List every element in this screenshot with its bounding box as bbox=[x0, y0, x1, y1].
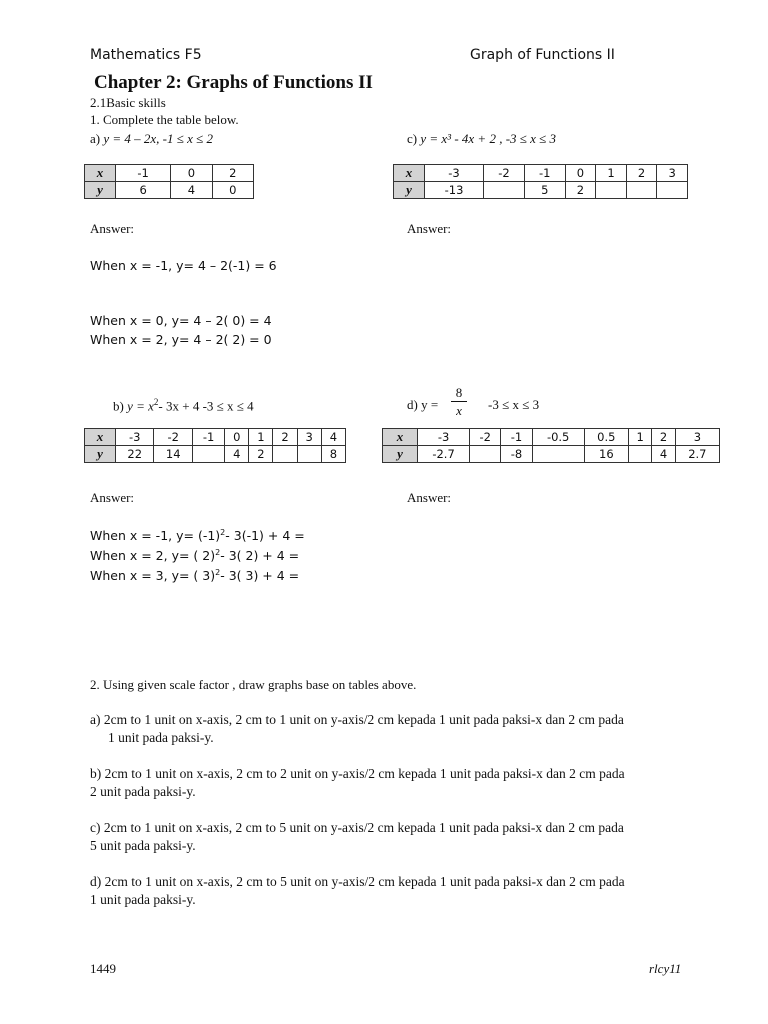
table-d-cell: 3 bbox=[675, 429, 719, 446]
footer-left: 1449 bbox=[90, 961, 116, 976]
table-d-cell: 0.5 bbox=[584, 429, 628, 446]
scale-b-line-2: 2 unit pada paksi-y. bbox=[90, 784, 196, 799]
answer-label-b: Answer: bbox=[90, 490, 135, 505]
part-b-eq-post: - 3x + 4 -3 ≤ x ≤ 4 bbox=[158, 398, 254, 414]
part-d-fraction-bar bbox=[451, 401, 467, 402]
table-d-cell: 4 bbox=[652, 446, 675, 463]
part-b-equation bbox=[113, 397, 254, 414]
table-a-x-header: x bbox=[85, 165, 116, 182]
table-c-cell: 2 bbox=[626, 165, 657, 182]
table-d-y-row bbox=[383, 446, 720, 463]
working-b-2-post: - 3( 2) + 4 = bbox=[220, 548, 300, 564]
working-b-1-sup: 2 bbox=[220, 528, 226, 537]
part-c-eq: y = x³ - 4x + 2 , -3 ≤ x ≤ 3 bbox=[420, 131, 557, 146]
part-d-range: -3 ≤ x ≤ 3 bbox=[488, 397, 540, 412]
scale-d-line-1: d) 2cm to 1 unit on x-axis, 2 cm to 5 unit on y-axis/2 cm kepada 1 unit pada paksi-x dan 2 cm pada bbox=[90, 874, 625, 889]
table-b-cell: -1 bbox=[192, 429, 224, 446]
answer-label-c: Answer: bbox=[407, 221, 452, 236]
table-d-cell bbox=[628, 446, 651, 463]
table-b-cell: 4 bbox=[321, 429, 345, 446]
working-b-3-sup: 2 bbox=[215, 568, 221, 577]
table-a-cell: 2 bbox=[212, 165, 253, 182]
working-b-1-pre: When x = -1, y= (-1) bbox=[90, 528, 221, 544]
table-b-cell bbox=[273, 446, 297, 463]
working-b-2-sup: 2 bbox=[215, 548, 221, 557]
table-c-cell: -13 bbox=[425, 182, 484, 199]
scale-a-line-1: a) 2cm to 1 unit on x-axis, 2 cm to 1 unit on y-axis/2 cm kepada 1 unit pada paksi-x dan 2 cm pada bbox=[90, 712, 624, 727]
part-d-fraction-numerator: 8 bbox=[455, 385, 463, 400]
table-a-y-row bbox=[85, 182, 254, 199]
table-c-y-row bbox=[394, 182, 688, 199]
table-b-cell bbox=[297, 446, 321, 463]
table-b-cell: 14 bbox=[154, 446, 192, 463]
table-c-cell bbox=[657, 182, 688, 199]
table-c-cell: -1 bbox=[524, 165, 565, 182]
header-left: Mathematics F5 bbox=[90, 47, 202, 63]
working-b-3-pre: When x = 3, y= ( 3) bbox=[90, 568, 216, 584]
scale-c-line-1: c) 2cm to 1 unit on x-axis, 2 cm to 5 unit on y-axis/2 cm kepada 1 unit pada paksi-x dan 2 cm pada bbox=[90, 820, 624, 835]
table-d-cell: -2 bbox=[470, 429, 501, 446]
footer-right: rlcy11 bbox=[649, 961, 682, 976]
table-c-cell bbox=[484, 182, 525, 199]
scale-a-line-2: 1 unit pada paksi-y. bbox=[108, 730, 214, 745]
question-2: 2. Using given scale factor , draw graphs base on tables above. bbox=[90, 677, 417, 692]
table-b-x-row bbox=[85, 429, 346, 446]
table-b-cell: 22 bbox=[116, 446, 154, 463]
part-a-eq: y = 4 – 2x, -1 ≤ x ≤ 2 bbox=[103, 131, 214, 146]
table-b-cell: 1 bbox=[249, 429, 273, 446]
part-c-equation bbox=[407, 131, 556, 147]
scale-a bbox=[90, 711, 700, 747]
table-d-cell: 2.7 bbox=[675, 446, 719, 463]
table-a-cell: -1 bbox=[116, 165, 171, 182]
table-c-cell: 0 bbox=[565, 165, 596, 182]
table-d-y-header: y bbox=[383, 446, 418, 463]
table-d bbox=[382, 428, 720, 463]
table-d-cell: 2 bbox=[652, 429, 675, 446]
table-d-x-header: x bbox=[383, 429, 418, 446]
working-a-line-1: When x = -1, y= 4 – 2(-1) = 6 bbox=[90, 258, 277, 273]
section-heading: 2.1Basic skills bbox=[90, 95, 166, 110]
table-b bbox=[84, 428, 346, 463]
part-b-eq-pre: y = x bbox=[127, 398, 154, 414]
table-b-cell: 2 bbox=[249, 446, 273, 463]
table-c-cell bbox=[626, 182, 657, 199]
scale-d-line-2: 1 unit pada paksi-y. bbox=[90, 892, 196, 907]
table-d-cell: -1 bbox=[501, 429, 532, 446]
working-b-2-pre: When x = 2, y= ( 2) bbox=[90, 548, 216, 564]
working-b-line-3 bbox=[90, 568, 299, 583]
part-b-superscript: 2 bbox=[153, 397, 159, 407]
working-b-line-1 bbox=[90, 528, 305, 543]
part-c-label: c) bbox=[407, 131, 418, 146]
table-b-y-header: y bbox=[85, 446, 116, 463]
working-b-1-post: - 3(-1) + 4 = bbox=[225, 528, 305, 544]
part-a-equation bbox=[90, 131, 213, 147]
table-b-y-row bbox=[85, 446, 346, 463]
table-c-cell: 5 bbox=[524, 182, 565, 199]
chapter-title: Chapter 2: Graphs of Functions II bbox=[94, 72, 373, 93]
working-b-line-2 bbox=[90, 548, 299, 563]
table-c-cell bbox=[596, 182, 627, 199]
table-a-cell: 0 bbox=[171, 165, 212, 182]
table-a-cell: 0 bbox=[212, 182, 253, 199]
table-a-cell: 6 bbox=[116, 182, 171, 199]
table-d-cell: -8 bbox=[501, 446, 532, 463]
table-b-cell: -2 bbox=[154, 429, 192, 446]
answer-label-a: Answer: bbox=[90, 221, 135, 236]
table-c-y-header: y bbox=[394, 182, 425, 199]
table-a bbox=[84, 164, 254, 199]
scale-c bbox=[90, 819, 700, 855]
table-a-x-row bbox=[85, 165, 254, 182]
scale-c-line-2: 5 unit pada paksi-y. bbox=[90, 838, 196, 853]
table-b-cell: -3 bbox=[116, 429, 154, 446]
table-b-cell: 4 bbox=[225, 446, 249, 463]
table-d-cell bbox=[532, 446, 584, 463]
answer-label-d: Answer: bbox=[407, 490, 452, 505]
table-b-cell: 0 bbox=[225, 429, 249, 446]
part-d-label: d) y = bbox=[407, 397, 439, 412]
table-a-cell: 4 bbox=[171, 182, 212, 199]
table-c-x-header: x bbox=[394, 165, 425, 182]
header-right: Graph of Functions II bbox=[470, 47, 615, 63]
scale-b bbox=[90, 765, 700, 801]
table-d-x-row bbox=[383, 429, 720, 446]
part-b-label: b) bbox=[113, 398, 124, 414]
question-1: 1. Complete the table below. bbox=[90, 112, 239, 127]
table-b-cell: 2 bbox=[273, 429, 297, 446]
part-a-label: a) bbox=[90, 131, 101, 146]
table-a-y-header: y bbox=[85, 182, 116, 199]
scale-b-line-1: b) 2cm to 1 unit on x-axis, 2 cm to 2 unit on y-axis/2 cm kepada 1 unit pada paksi-x dan 2 cm pada bbox=[90, 766, 625, 781]
table-d-cell: 1 bbox=[628, 429, 651, 446]
table-c-cell: 3 bbox=[657, 165, 688, 182]
table-d-cell: 16 bbox=[584, 446, 628, 463]
table-c-cell: -3 bbox=[425, 165, 484, 182]
table-b-cell: 3 bbox=[297, 429, 321, 446]
table-d-cell: -2.7 bbox=[418, 446, 470, 463]
table-d-cell bbox=[470, 446, 501, 463]
table-d-cell: -0.5 bbox=[532, 429, 584, 446]
table-c bbox=[393, 164, 688, 199]
table-c-cell: 1 bbox=[596, 165, 627, 182]
table-b-cell bbox=[192, 446, 224, 463]
table-b-x-header: x bbox=[85, 429, 116, 446]
part-d-fraction-denominator: x bbox=[456, 403, 462, 418]
working-a-line-3: When x = 2, y= 4 – 2( 2) = 0 bbox=[90, 332, 272, 347]
table-c-x-row bbox=[394, 165, 688, 182]
table-d-cell: -3 bbox=[418, 429, 470, 446]
table-c-cell: 2 bbox=[565, 182, 596, 199]
table-c-cell: -2 bbox=[484, 165, 525, 182]
working-b-3-post: - 3( 3) + 4 = bbox=[220, 568, 300, 584]
working-a-line-2: When x = 0, y= 4 – 2( 0) = 4 bbox=[90, 313, 272, 328]
table-b-cell: 8 bbox=[321, 446, 345, 463]
scale-d bbox=[90, 873, 700, 909]
